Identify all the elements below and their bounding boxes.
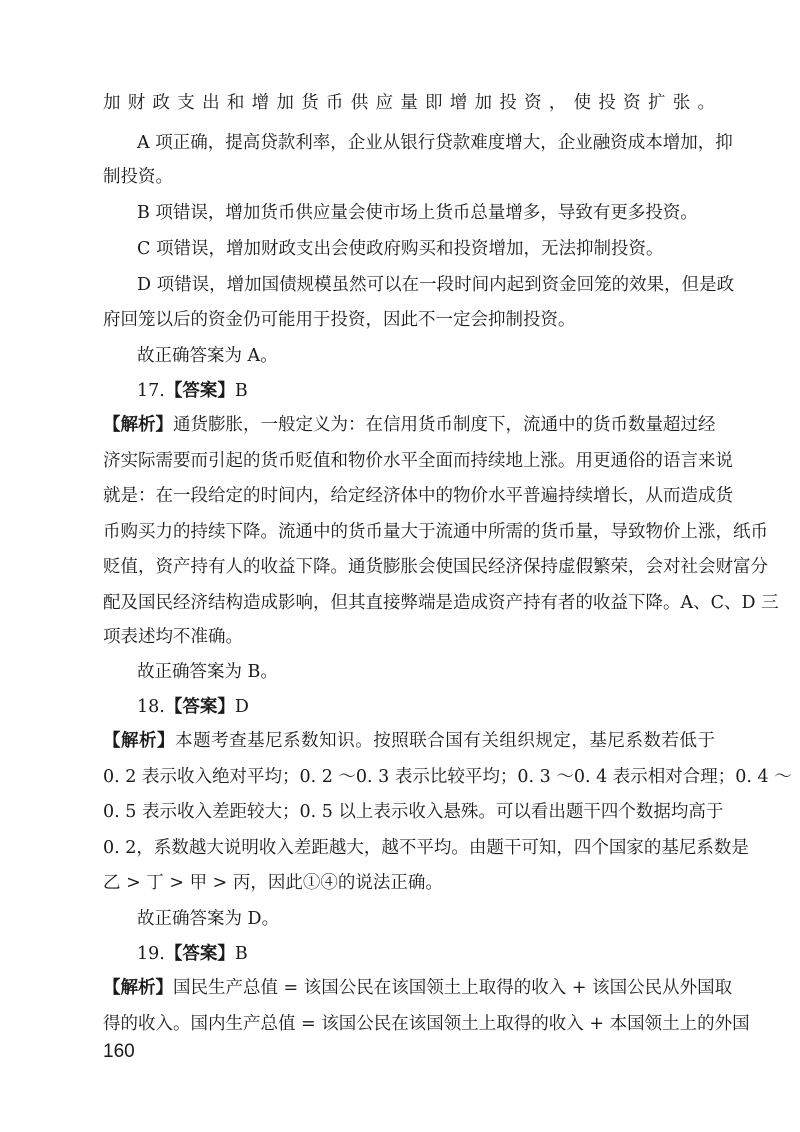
analysis-line: 配及国民经济结构造成影响，但其直接弊端是造成资产持有者的收益下降。A、C、D 三 — [103, 593, 779, 613]
analysis-line: 【解析】通货膨胀，一般定义为：在信用货币制度下，流通中的货币数量超过经 — [103, 415, 716, 435]
analysis-line: 乙 > 丁 > 甲 > 丙，因此①④的说法正确。 — [103, 873, 443, 893]
answer-value: B — [234, 944, 248, 964]
analysis-line: 0. 5 表示收入差距较大；0. 5 以上表示收入悬殊。可以看出题干四个数据均高于 — [103, 802, 724, 822]
analysis-line: 币购买力的持续下降。流通中的货币量大于流通中所需的货币量，导致物价上涨，纸币 — [103, 522, 768, 542]
analysis-tag: 【解析】 — [103, 978, 173, 998]
page-number: 160 — [103, 1041, 135, 1062]
text-line: D 项错误，增加国债规模虽然可以在一段时间内起到资金回笼的效果，但是政 — [137, 275, 735, 295]
question-number: 17. — [137, 381, 165, 401]
answer-value: B — [234, 381, 248, 401]
answer-tag: 【答案】 — [164, 944, 235, 964]
analysis-line: 【解析】国民生产总值 = 该国公民在该国领土上取得的收入 + 该国公民从外国取 — [103, 978, 733, 998]
conclusion-line: 故正确答案为 D。 — [137, 909, 280, 929]
answer-heading-19 — [137, 944, 715, 964]
text-line: 府回笼以后的资金仍可能用于投资，因此不一定会抑制投资。 — [103, 310, 576, 330]
analysis-line: 0. 2，系数越大说明收入差距越大，越不平均。由题干可知，四个国家的基尼系数是 — [103, 838, 749, 858]
text-line: 加财政支出和增加货币供应量即增加投资，使投资扩张。 — [103, 93, 715, 113]
analysis-line: 【解析】本题考查基尼系数知识。按照联合国有关组织规定，基尼系数若低于 — [103, 731, 715, 751]
analysis-tag: 【解析】 — [103, 731, 176, 751]
text-line: C 项错误，增加财政支出会使政府购买和投资增加，无法抑制投资。 — [137, 239, 664, 259]
answer-heading-18 — [137, 697, 715, 717]
analysis-line: 0. 2 表示收入绝对平均；0. 2 ～0. 3 表示比较平均；0. 3 ～0. 4 表示相对合理；0. 4 ～ — [103, 767, 792, 787]
answer-tag: 【答案】 — [164, 697, 235, 717]
answer-heading-17 — [137, 381, 715, 401]
analysis-tag: 【解析】 — [103, 415, 173, 435]
analysis-line: 就是：在一段给定的时间内，给定经济体中的物价水平普遍持续增长，从而造成货 — [103, 486, 733, 506]
conclusion-line: 故正确答案为 B。 — [137, 662, 278, 682]
analysis-line: 项表述均不准确。 — [103, 627, 243, 647]
analysis-line: 得的收入。国内生产总值 = 该国公民在该国领土上取得的收入 + 本国领土上的外国 — [103, 1014, 750, 1034]
question-number: 18. — [137, 697, 165, 717]
answer-value: D — [234, 697, 249, 717]
text-line: 制投资。 — [103, 167, 173, 187]
analysis-line: 贬值，资产持有人的收益下降。通货膨胀会使国民经济保持虚假繁荣，会对社会财富分 — [103, 557, 768, 577]
text-line: 故正确答案为 A。 — [137, 346, 278, 366]
text-line: A 项正确，提高贷款利率，企业从银行贷款难度增大，企业融资成本增加，抑 — [137, 133, 733, 153]
analysis-line: 济实际需要而引起的货币贬值和物价水平全面而持续地上涨。用更通俗的语言来说 — [103, 451, 733, 471]
question-number: 19. — [137, 944, 165, 964]
answer-tag: 【答案】 — [164, 381, 235, 401]
text-line: B 项错误，增加货币供应量会使市场上货币总量增多，导致有更多投资。 — [137, 203, 698, 223]
